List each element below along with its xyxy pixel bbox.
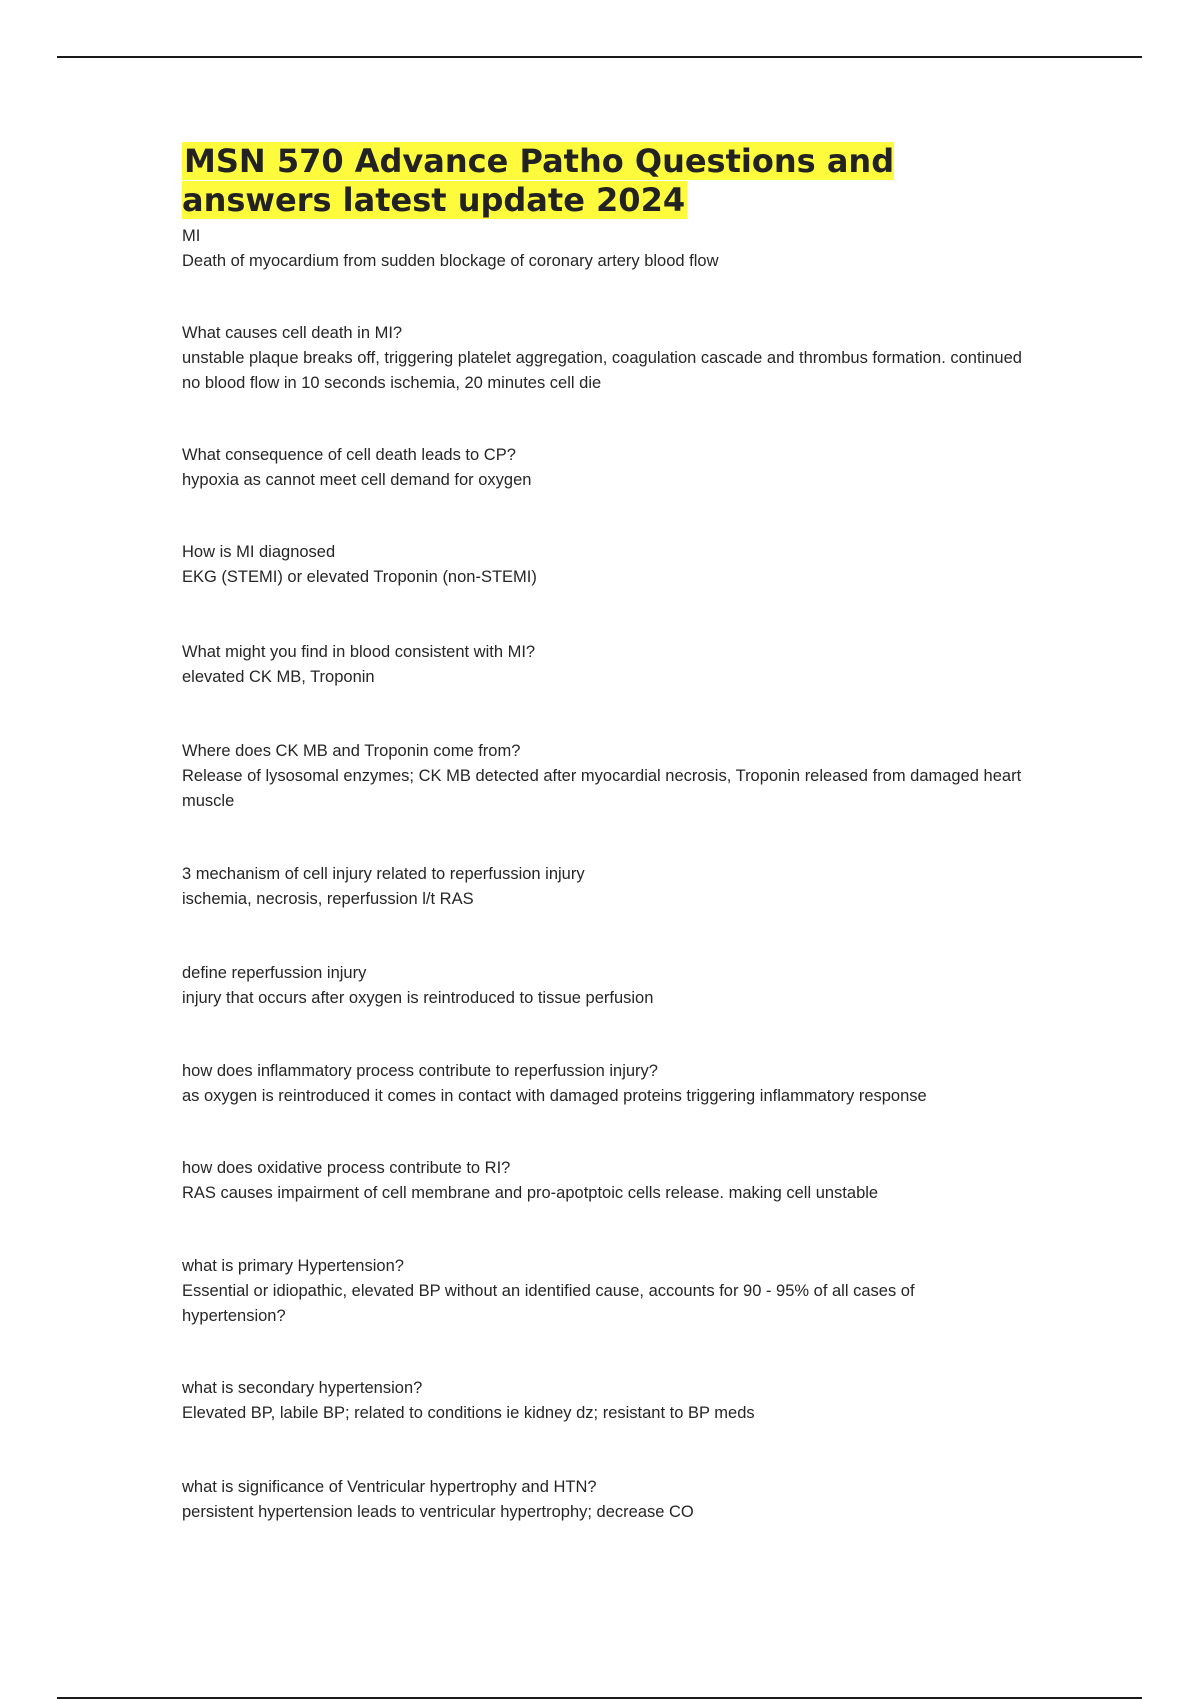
qa-item bbox=[182, 862, 1022, 912]
question: what is primary Hypertension? bbox=[182, 1257, 404, 1275]
question: 3 mechanism of cell injury related to reperfussion injury bbox=[182, 865, 585, 883]
bottom-rule bbox=[57, 1697, 1142, 1699]
question: how does inflammatory process contribute to reperfussion injury? bbox=[182, 1062, 658, 1080]
question: what is secondary hypertension? bbox=[182, 1379, 423, 1397]
answer: EKG (STEMI) or elevated Troponin (non-STEMI) bbox=[182, 568, 537, 586]
qa-item bbox=[182, 640, 1022, 690]
question: What causes cell death in MI? bbox=[182, 324, 403, 342]
answer: Essential or idiopathic, elevated BP without an identified cause, accounts for 90 - 95% of all cases of hypertension? bbox=[182, 1282, 915, 1325]
answer: ischemia, necrosis, reperfussion l/t RAS bbox=[182, 890, 474, 908]
qa-list bbox=[182, 224, 1022, 1525]
qa-item bbox=[182, 1254, 1022, 1329]
question: What consequence of cell death leads to CP? bbox=[182, 446, 516, 464]
question: Where does CK MB and Troponin come from? bbox=[182, 742, 521, 760]
answer: hypoxia as cannot meet cell demand for oxygen bbox=[182, 471, 532, 489]
answer: persistent hypertension leads to ventricular hypertrophy; decrease CO bbox=[182, 1503, 694, 1521]
qa-item bbox=[182, 443, 1022, 493]
answer: Death of myocardium from sudden blockage of coronary artery blood flow bbox=[182, 252, 719, 270]
qa-item bbox=[182, 1475, 1022, 1525]
question: how does oxidative process contribute to RI? bbox=[182, 1159, 511, 1177]
answer: elevated CK MB, Troponin bbox=[182, 668, 375, 686]
question: How is MI diagnosed bbox=[182, 543, 336, 561]
qa-item bbox=[182, 540, 1022, 590]
answer: RAS causes impairment of cell membrane and pro-apotptoic cells release. making cell unstable bbox=[182, 1184, 879, 1202]
question: What might you find in blood consistent with MI? bbox=[182, 643, 536, 661]
qa-item bbox=[182, 739, 1022, 814]
document-title bbox=[182, 142, 942, 220]
answer: Release of lysosomal enzymes; CK MB detected after myocardial necrosis, Troponin released from damaged heart muscle bbox=[182, 767, 1022, 810]
qa-item bbox=[182, 1376, 1022, 1426]
qa-item bbox=[182, 1156, 1022, 1206]
answer: injury that occurs after oxygen is reintroduced to tissue perfusion bbox=[182, 989, 654, 1007]
question: MI bbox=[182, 227, 201, 245]
title-highlight: MSN 570 Advance Patho Questions and answers latest update 2024 bbox=[182, 142, 895, 219]
question: define reperfussion injury bbox=[182, 964, 367, 982]
answer: as oxygen is reintroduced it comes in contact with damaged proteins triggering inflammatory response bbox=[182, 1087, 927, 1105]
qa-item bbox=[182, 961, 1022, 1011]
top-rule bbox=[57, 56, 1142, 58]
qa-item bbox=[182, 321, 1022, 396]
answer: unstable plaque breaks off, triggering platelet aggregation, coagulation cascade and thrombus formation. continued no blood flow in 10 seconds ischemia, 20 minutes cell die bbox=[182, 349, 1022, 392]
question: what is significance of Ventricular hypertrophy and HTN? bbox=[182, 1478, 597, 1496]
qa-item bbox=[182, 224, 1022, 274]
qa-item bbox=[182, 1059, 1022, 1109]
answer: Elevated BP, labile BP; related to conditions ie kidney dz; resistant to BP meds bbox=[182, 1404, 755, 1422]
